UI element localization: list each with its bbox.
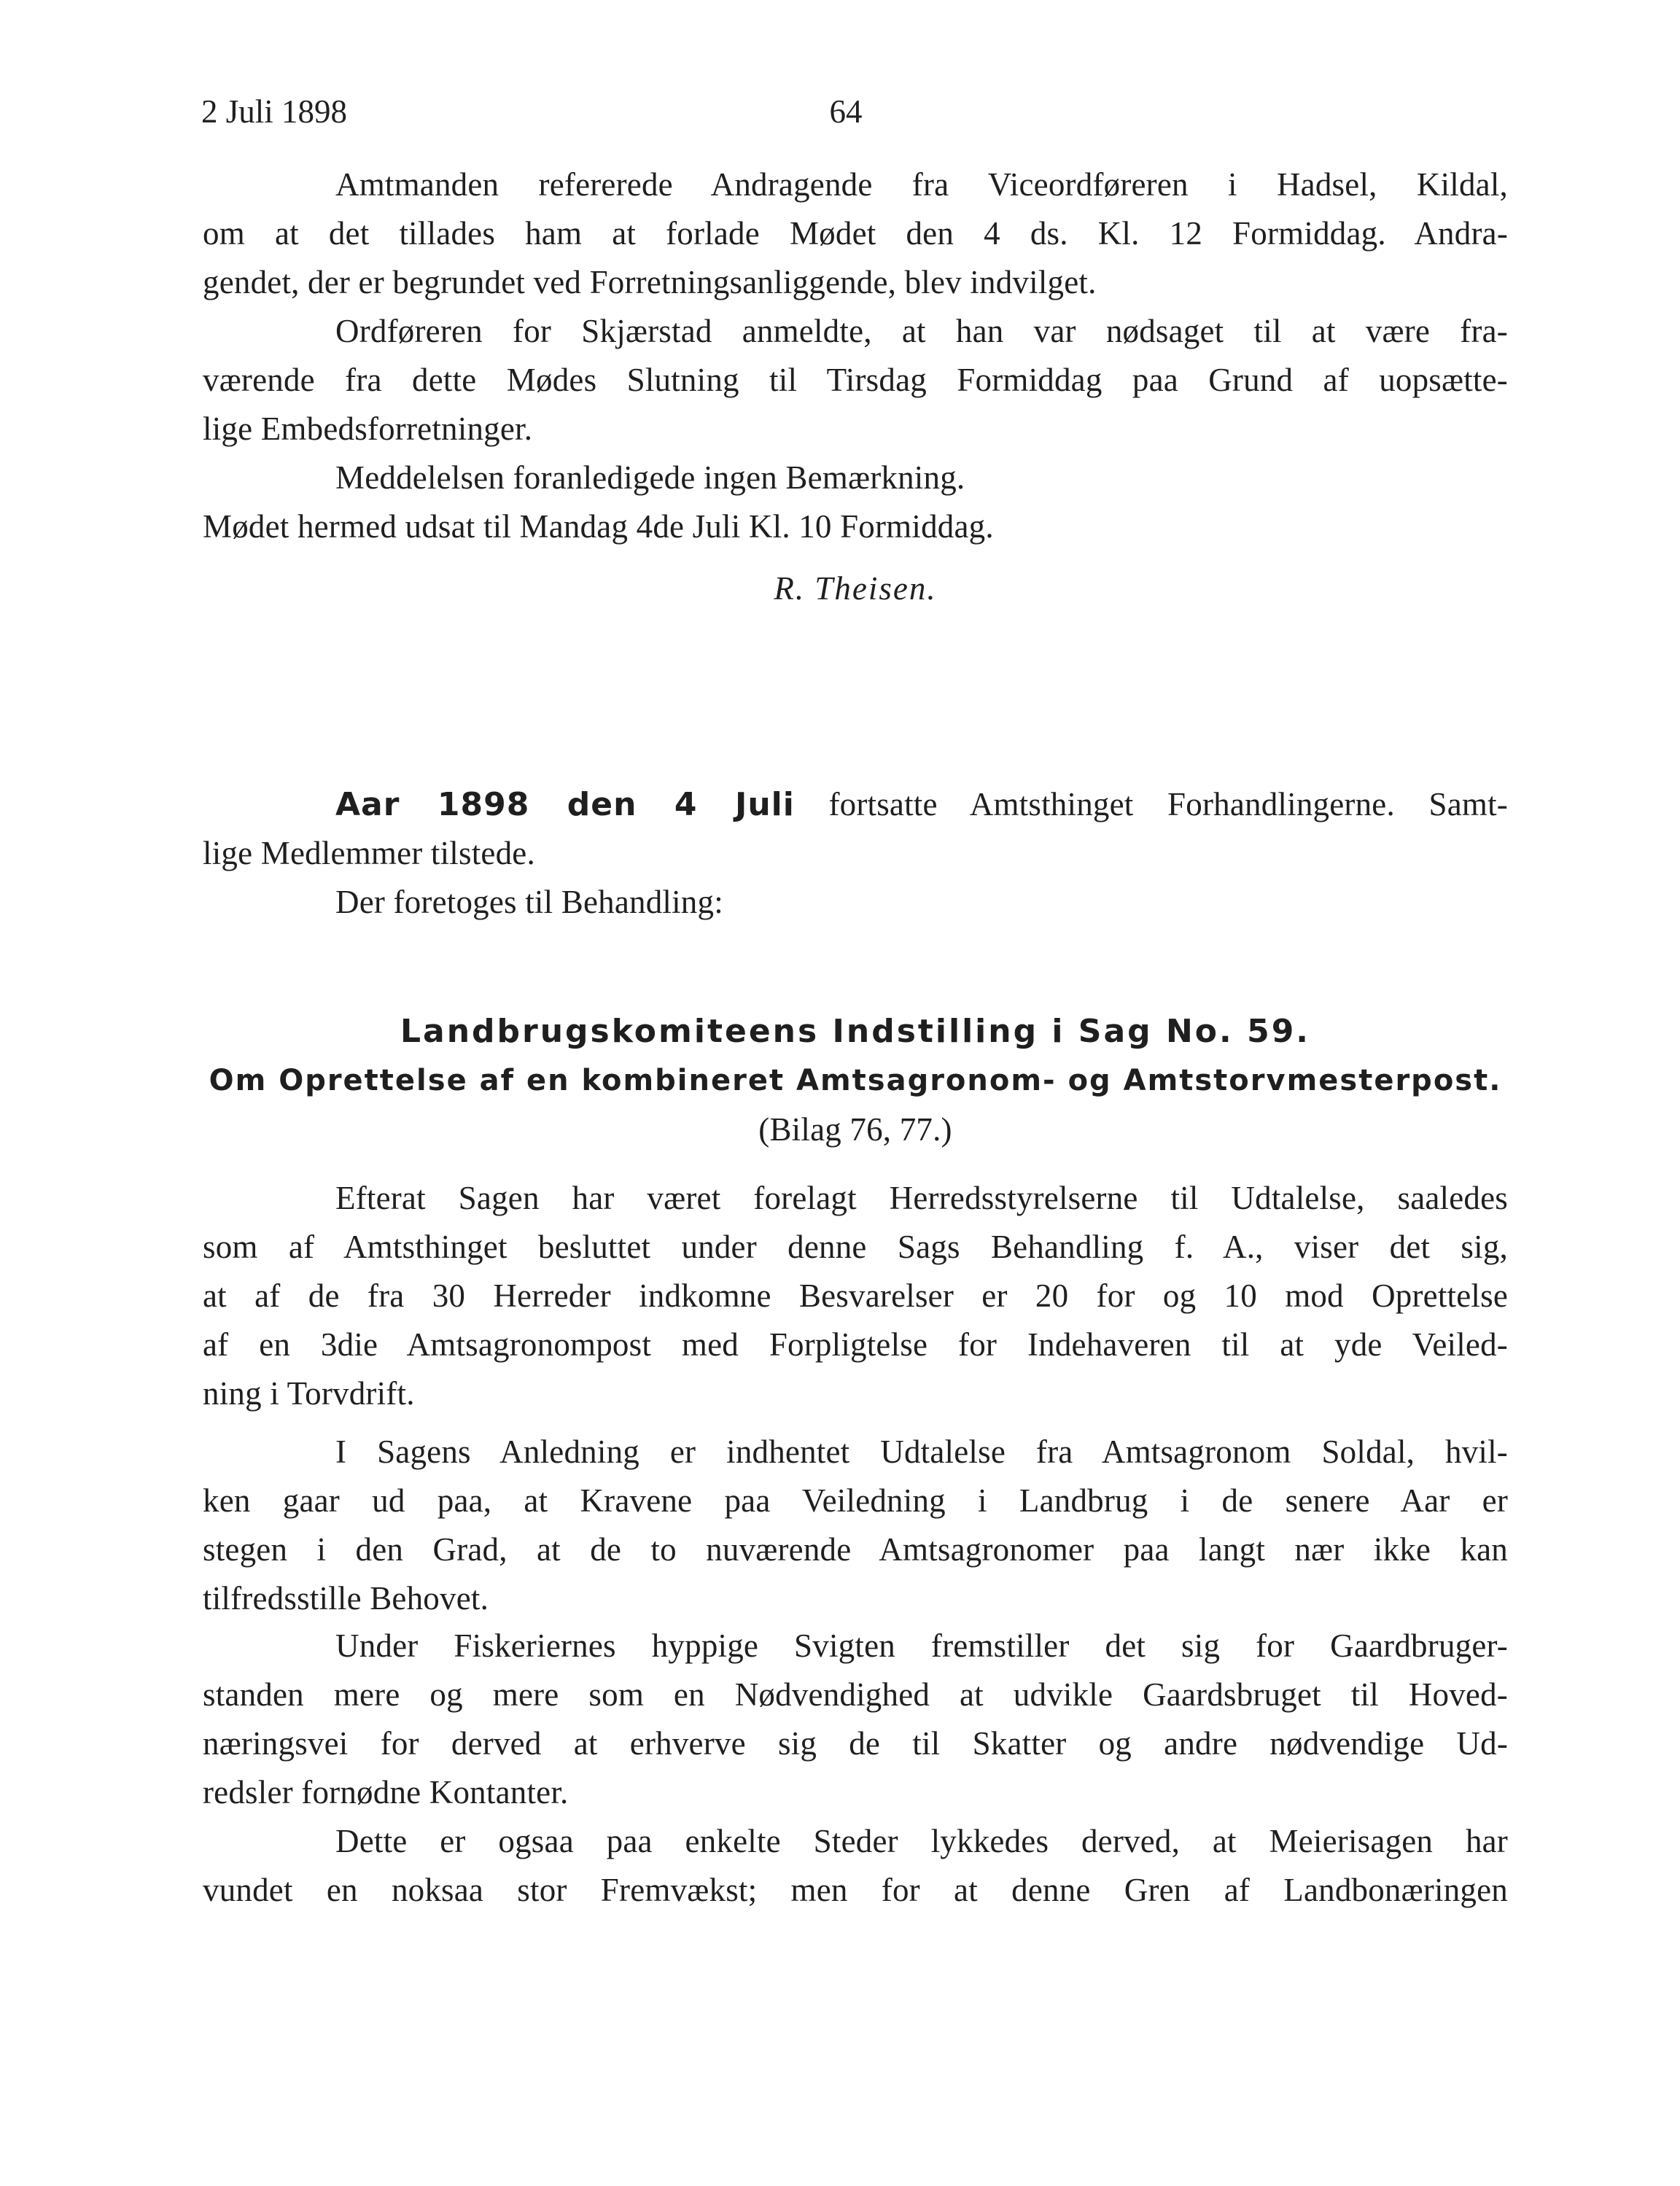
signature: R. Theisen. [774, 570, 937, 607]
paragraph-line: lige Embedsforretninger. [203, 411, 533, 447]
paragraph-line: stegen i den Grad, at de to nuværende Amtsagronomer paa langt nær ikke kan [203, 1531, 1508, 1568]
appendix-reference: (Bilag 76, 77.) [758, 1111, 952, 1148]
paragraph-line: gendet, der er begrundet ved Forretningsanliggende, blev indvilget. [203, 264, 1097, 300]
paragraph-line: I Sagens Anledning er indhentet Udtalelse fra Amtsagronom Soldal, hvil- [335, 1434, 1508, 1470]
paragraph-line: at af de fra 30 Herreder indkomne Besvarelser er 20 for og 10 mod Oprettelse [203, 1277, 1508, 1314]
paragraph-line: ken gaar ud paa, at Kravene paa Veiledning i Landbrug i de senere Aar er [203, 1482, 1508, 1519]
paragraph-line: Amtmanden refererede Andragende fra Viceordføreren i Hadsel, Kildal, [335, 166, 1508, 203]
paragraph-line: som af Amtsthinget besluttet under denne Sags Behandling f. A., viser det sig, [203, 1229, 1508, 1265]
paragraph-line: Under Fiskeriernes hyppige Svigten fremstiller det sig for Gaardbruger- [335, 1627, 1508, 1664]
paragraph-line: ning i Torvdrift. [203, 1375, 415, 1412]
meeting-opening-text: fortsatte Amtsthinget Forhandlingerne. Samt- [828, 786, 1508, 822]
paragraph-line: lige Medlemmer tilstede. [203, 835, 535, 871]
section-title: Landbrugskomiteens Indstilling i Sag No. 59. [400, 1013, 1311, 1050]
paragraph-line: Dette er ogsaa paa enkelte Steder lykkedes derved, at Meierisagen har [335, 1823, 1508, 1859]
paragraph-line: værende fra dette Mødes Slutning til Tirsdag Formiddag paa Grund af uopsætte- [203, 362, 1508, 398]
paragraph-line: om at det tillades ham at forlade Mødet den 4 ds. Kl. 12 Formiddag. Andra- [203, 215, 1508, 252]
header-date: 2 Juli 1898 [201, 93, 348, 130]
meeting-date-heading: Aar 1898 den 4 Juli [335, 786, 795, 823]
paragraph-line: næringsvei for derved at erhverve sig de til Skatter og andre nødvendige Ud- [203, 1725, 1508, 1762]
paragraph-line: Mødet hermed udsat til Mandag 4de Juli Kl. 10 Formiddag. [203, 508, 994, 545]
paragraph-line: Ordføreren for Skjærstad anmeldte, at han var nødsaget til at være fra- [335, 313, 1508, 349]
paragraph-line: Der foretoges til Behandling: [335, 884, 723, 920]
paragraph-line: standen mere og mere som en Nødvendighed at udvikle Gaardsbruget til Hoved- [203, 1676, 1508, 1713]
paragraph-line: tilfredsstille Behovet. [203, 1580, 489, 1617]
paragraph-line: redsler fornødne Kontanter. [203, 1774, 569, 1810]
section-subtitle: Om Oprettelse af en kombineret Amtsagronom- og Amtstorvmesterpost. [209, 1064, 1502, 1097]
paragraph-line: af en 3die Amtsagronompost med Forpligtelse for Indehaveren til at yde Veiled- [203, 1326, 1508, 1363]
paragraph-line: vundet en noksaa stor Fremvækst; men for at denne Gren af Landbonæringen [203, 1872, 1508, 1908]
paragraph-line: Efterat Sagen har været forelagt Herredsstyrelserne til Udtalelse, saaledes [335, 1180, 1508, 1216]
page-number: 64 [829, 93, 863, 130]
meeting-opening-line [335, 784, 1508, 825]
paragraph-line: Meddelelsen foranledigede ingen Bemærkning. [335, 459, 965, 496]
